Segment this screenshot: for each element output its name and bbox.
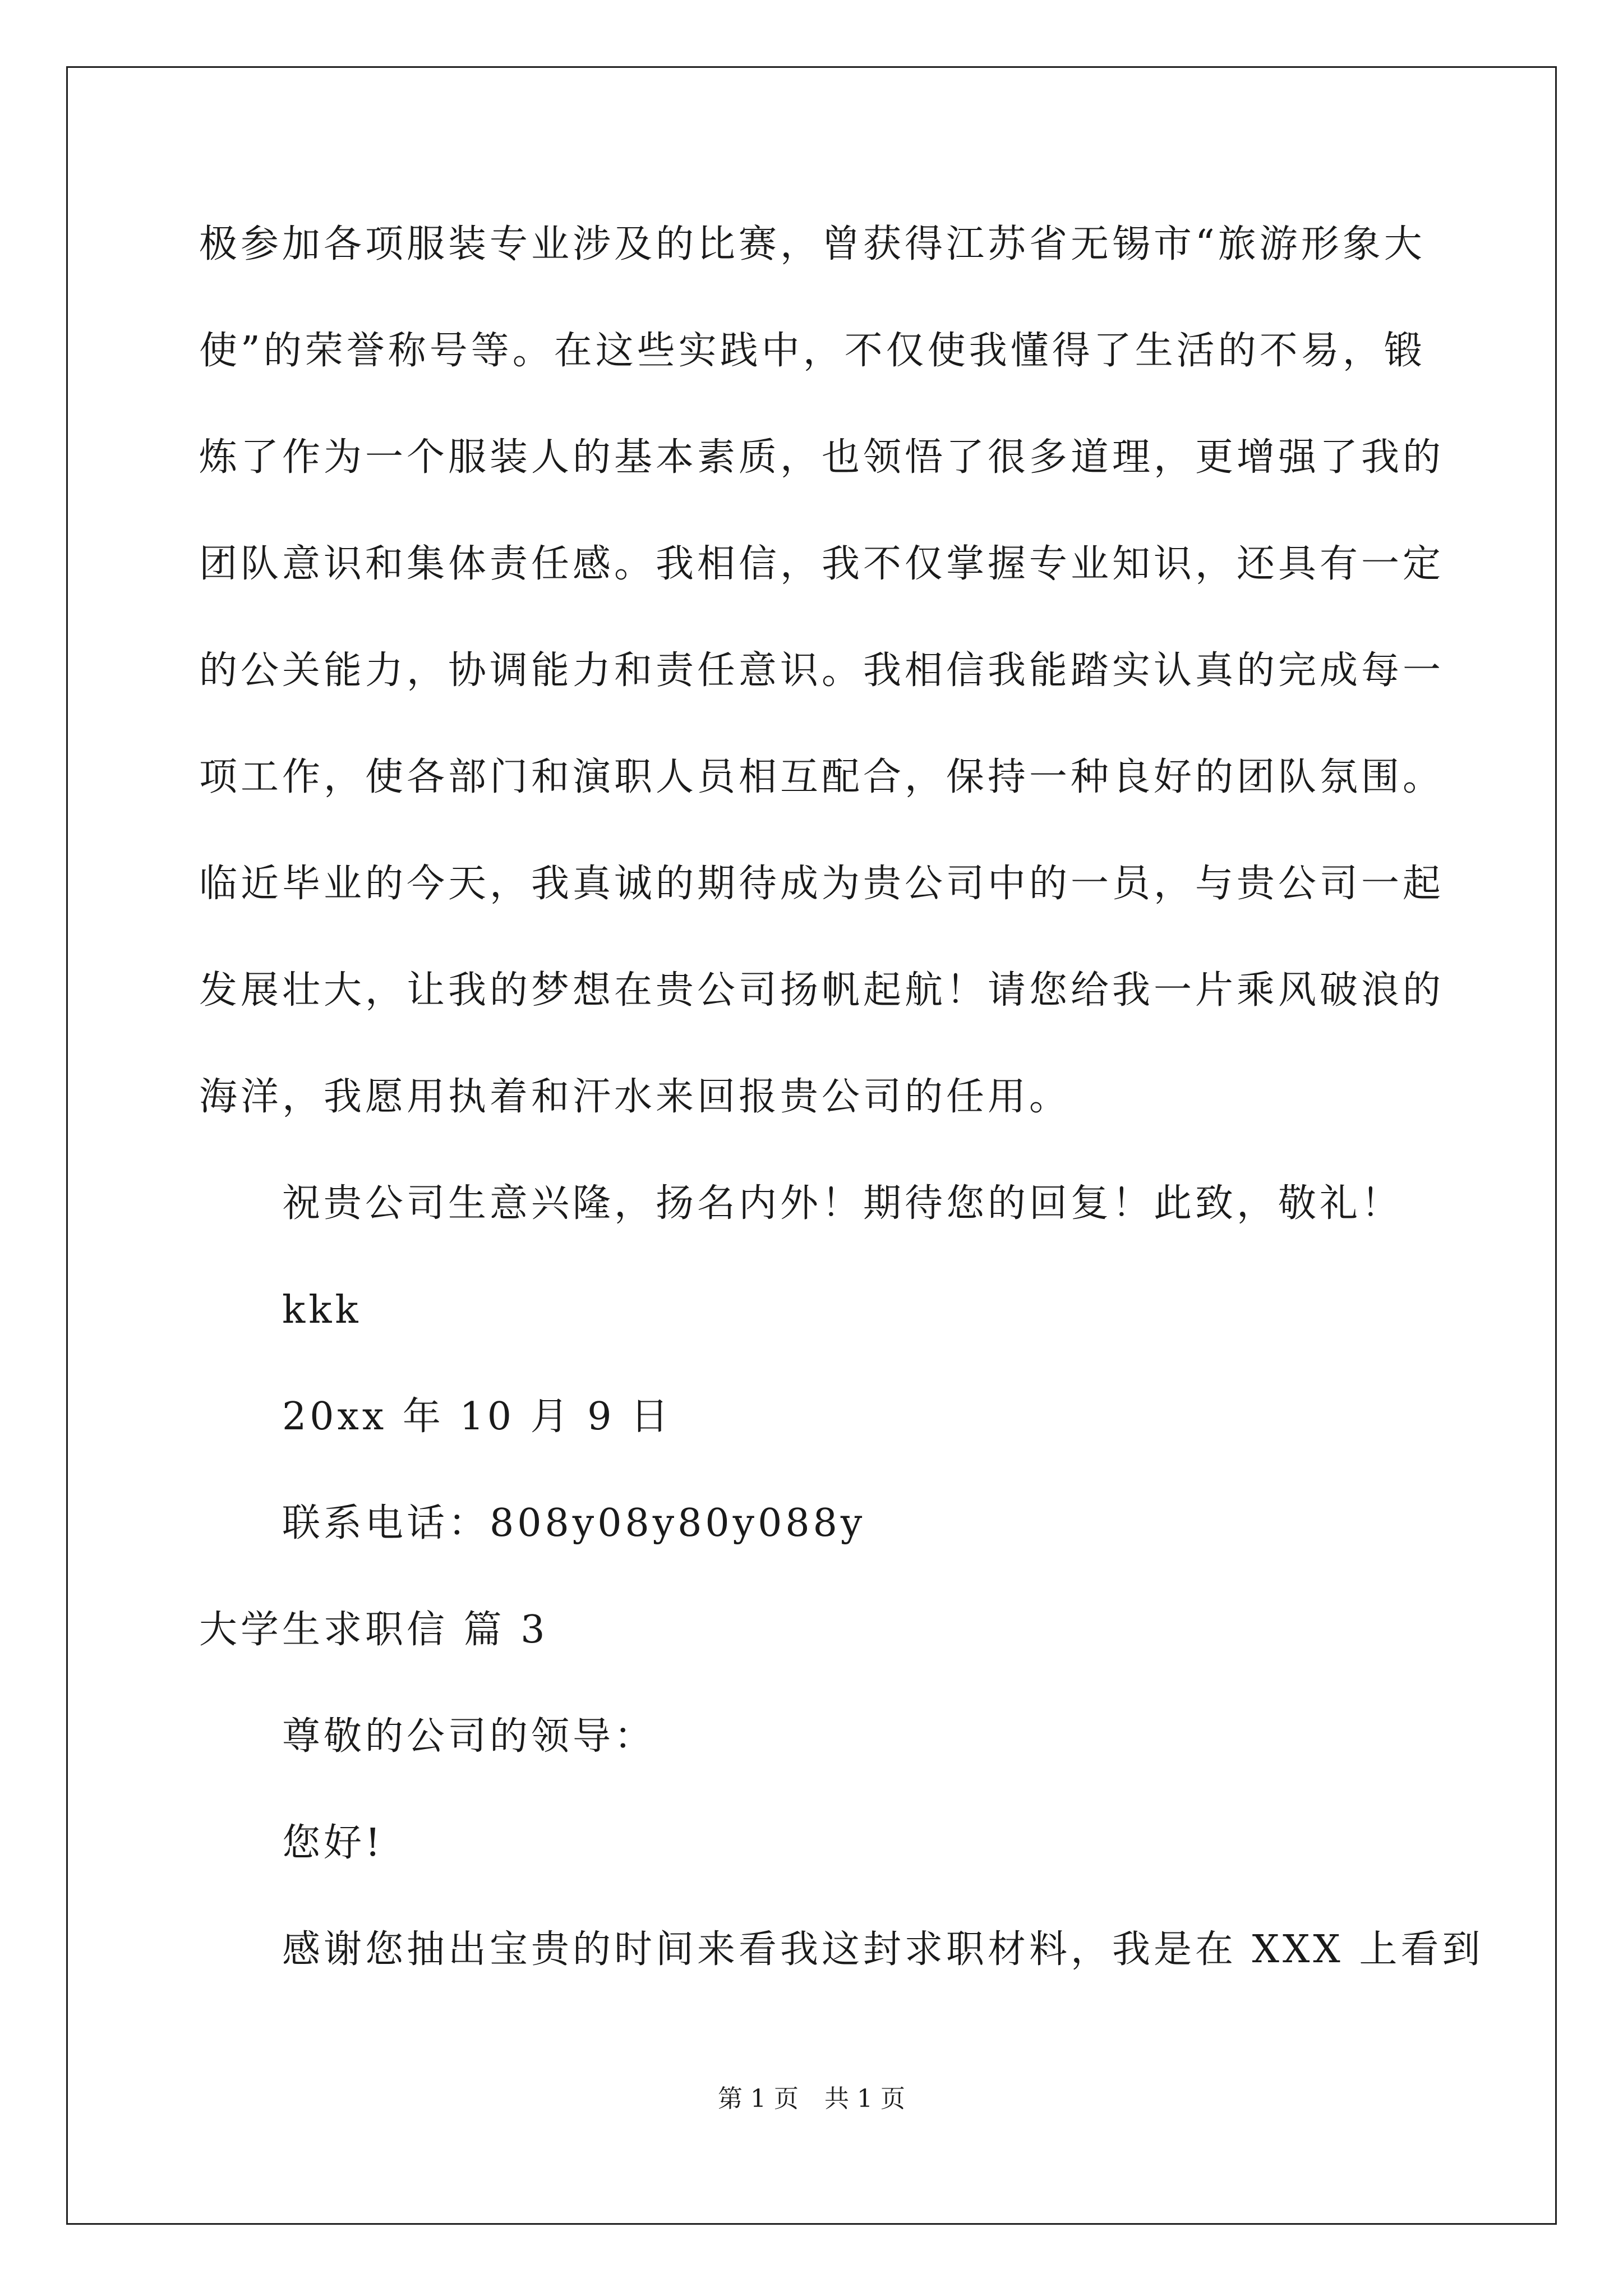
- body-line: 极参加各项服装专业涉及的比赛，曾获得江苏省无锡市“旅游形象大: [199, 222, 1426, 266]
- body-line: 的公关能力，协调能力和责任意识。我相信我能踏实认真的完成每一: [199, 648, 1445, 693]
- body-line: 发展壮大，让我的梦想在贵公司扬帆起航！请您给我一片乘风破浪的: [199, 968, 1445, 1013]
- salutation: 尊敬的公司的领导：: [282, 1714, 656, 1759]
- page-number: 第 1 页: [718, 2085, 799, 2113]
- body-line: 项工作，使各部门和演职人员相互配合，保持一种良好的团队氛围。: [199, 755, 1445, 799]
- body-line: 感谢您抽出宝贵的时间来看我这封求职材料，我是在 XXX 上看到: [282, 1927, 1484, 1972]
- page-total: 共 1 页: [824, 2085, 905, 2113]
- body-line: 临近毕业的今天，我真诚的期待成为贵公司中的一员，与贵公司一起: [199, 862, 1445, 906]
- body-line: 团队意识和集体责任感。我相信，我不仅掌握专业知识，还具有一定: [199, 542, 1445, 586]
- closing-wish: 祝贵公司生意兴隆，扬名内外！期待您的回复！此致，敬礼！: [282, 1181, 1403, 1226]
- date: 20xx 年 10 月 9 日: [282, 1395, 672, 1439]
- greeting: 您好!: [282, 1821, 384, 1865]
- body-line: 使”的荣誉称号等。在这些实践中，不仅使我懂得了生活的不易，锻: [199, 329, 1426, 373]
- contact-phone: 联系电话：808y08y80y088y: [282, 1501, 866, 1545]
- section-heading: 大学生求职信 篇 3: [199, 1608, 548, 1652]
- letter-body: [199, 206, 1484, 2018]
- body-line: 炼了作为一个服装人的基本素质，也领悟了很多道理，更增强了我的: [199, 435, 1445, 480]
- signature: kkk: [282, 1288, 362, 1332]
- body-line: 海洋，我愿用执着和汗水来回报贵公司的任用。: [199, 1075, 1071, 1119]
- page-footer: [0, 2078, 1623, 2114]
